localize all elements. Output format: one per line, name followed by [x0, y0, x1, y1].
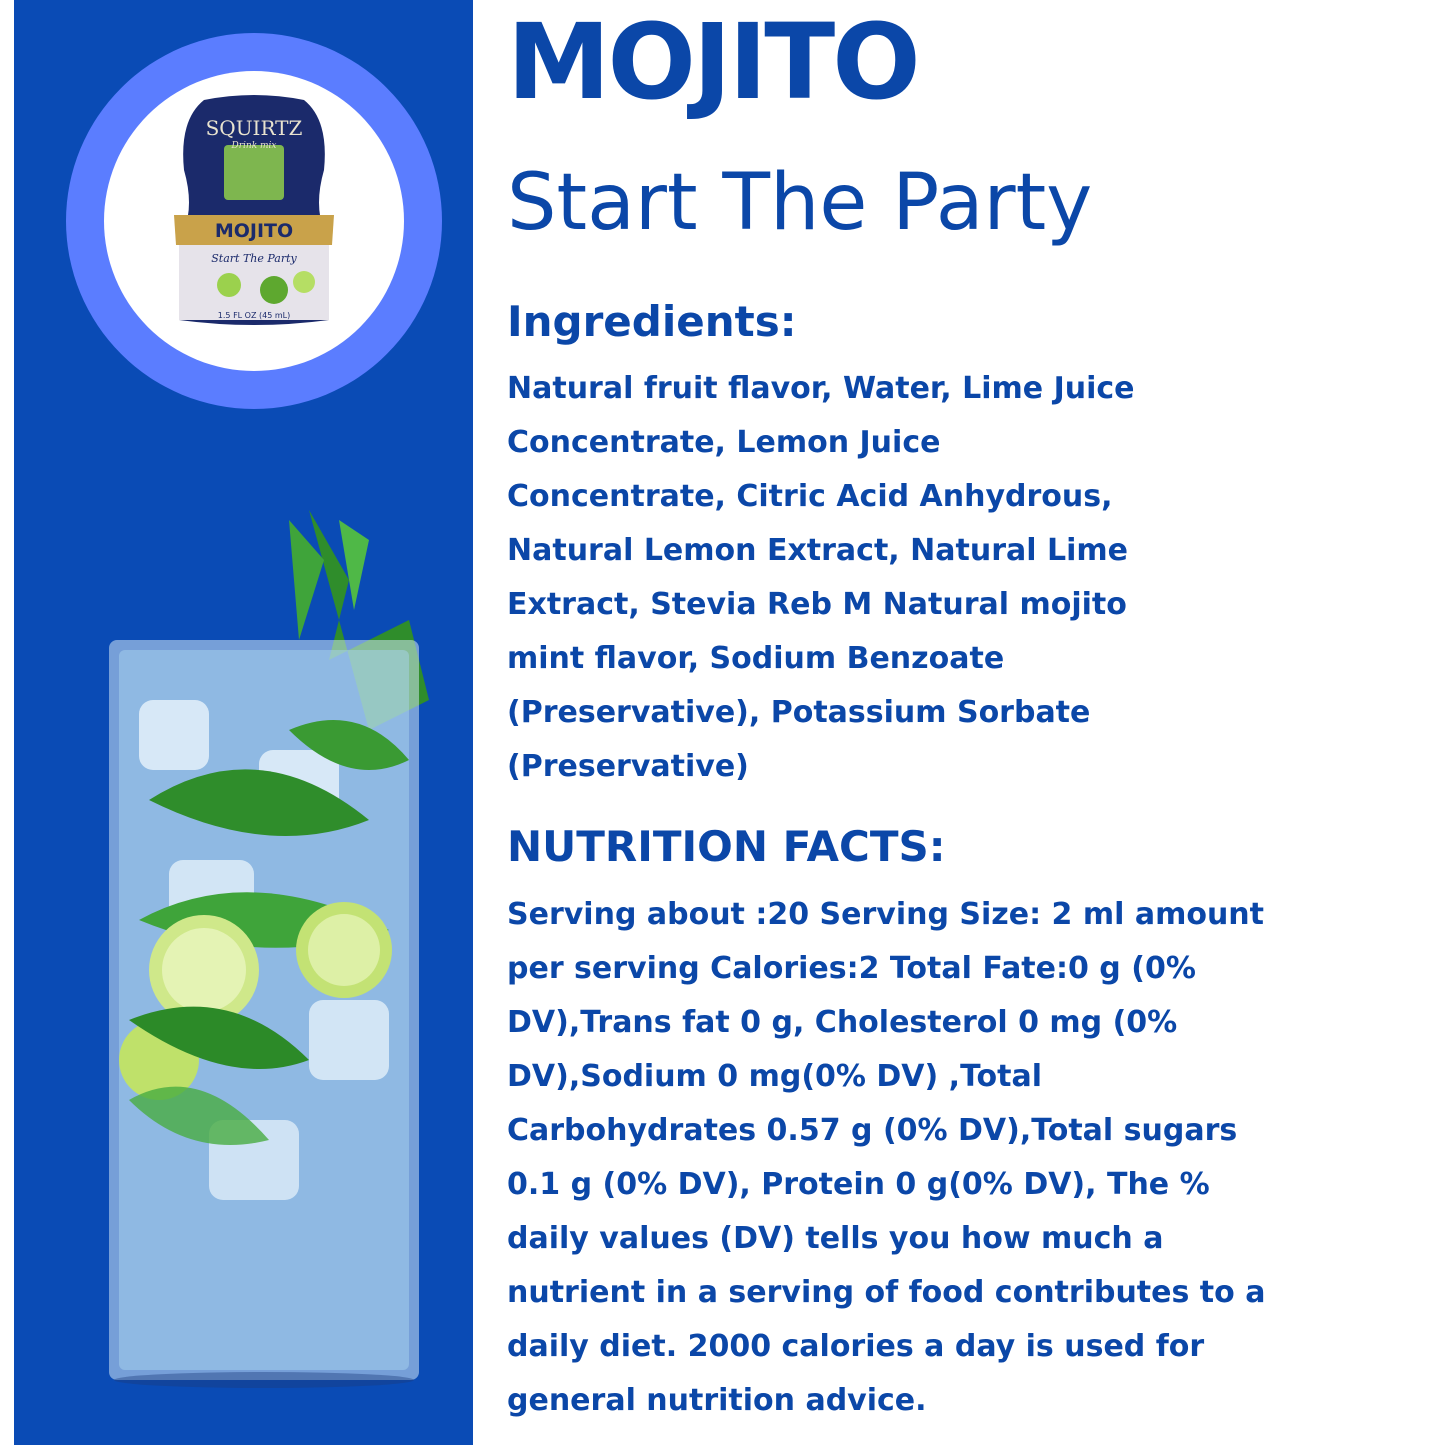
ingredients-line: mint flavor, Sodium Benzoate: [507, 641, 1005, 676]
bottle-brand: SQUIRTZ: [205, 116, 303, 140]
nutrition-facts: [507, 888, 1265, 1428]
nutrition-line: general nutrition advice.: [507, 1383, 927, 1418]
ingredients-line: (Preservative): [507, 749, 749, 784]
bottle-tagline: Start The Party: [211, 252, 297, 265]
ingredients-line: (Preservative), Potassium Sorbate: [507, 695, 1091, 730]
ingredients-list: [507, 362, 1135, 794]
nutrition-line: 0.1 g (0% DV), Protein 0 g(0% DV), The %: [507, 1167, 1210, 1202]
ingredients-line: Natural Lemon Extract, Natural Lime: [507, 533, 1128, 568]
nutrition-line: DV),Sodium 0 mg(0% DV) ,Total: [507, 1059, 1043, 1094]
ingredients-line: Concentrate, Citric Acid Anhydrous,: [507, 479, 1113, 514]
nutrition-line: nutrient in a serving of food contributes to a: [507, 1275, 1266, 1310]
bottle-volume: 1.5 FL OZ (45 mL): [217, 311, 291, 320]
mojito-glass-image: [109, 500, 469, 1390]
ingredients-line: Concentrate, Lemon Juice: [507, 425, 941, 460]
nutrition-heading: NUTRITION FACTS:: [507, 822, 946, 871]
ingredients-heading: Ingredients:: [507, 297, 797, 346]
bottle-flavor: MOJITO: [214, 220, 294, 242]
product-title: MOJITO: [507, 1, 918, 123]
nutrition-line: Serving about :20 Serving Size: 2 ml amount: [507, 897, 1265, 932]
ingredients-line: Extract, Stevia Reb M Natural mojito: [507, 587, 1127, 622]
ingredients-line: Natural fruit flavor, Water, Lime Juice: [507, 371, 1135, 406]
nutrition-line: DV),Trans fat 0 g, Cholesterol 0 mg (0%: [507, 1005, 1178, 1040]
product-tagline: Start The Party: [507, 158, 1093, 248]
bottle-image: [164, 90, 344, 335]
nutrition-line: daily values (DV) tells you how much a: [507, 1221, 1164, 1256]
side-panel: [14, 0, 473, 1445]
bottle-type: Drink mix: [231, 141, 277, 151]
nutrition-line: per serving Calories:2 Total Fate:0 g (0%: [507, 951, 1196, 986]
nutrition-line: Carbohydrates 0.57 g (0% DV),Total sugars: [507, 1113, 1238, 1148]
nutrition-line: daily diet. 2000 calories a day is used for: [507, 1329, 1205, 1364]
